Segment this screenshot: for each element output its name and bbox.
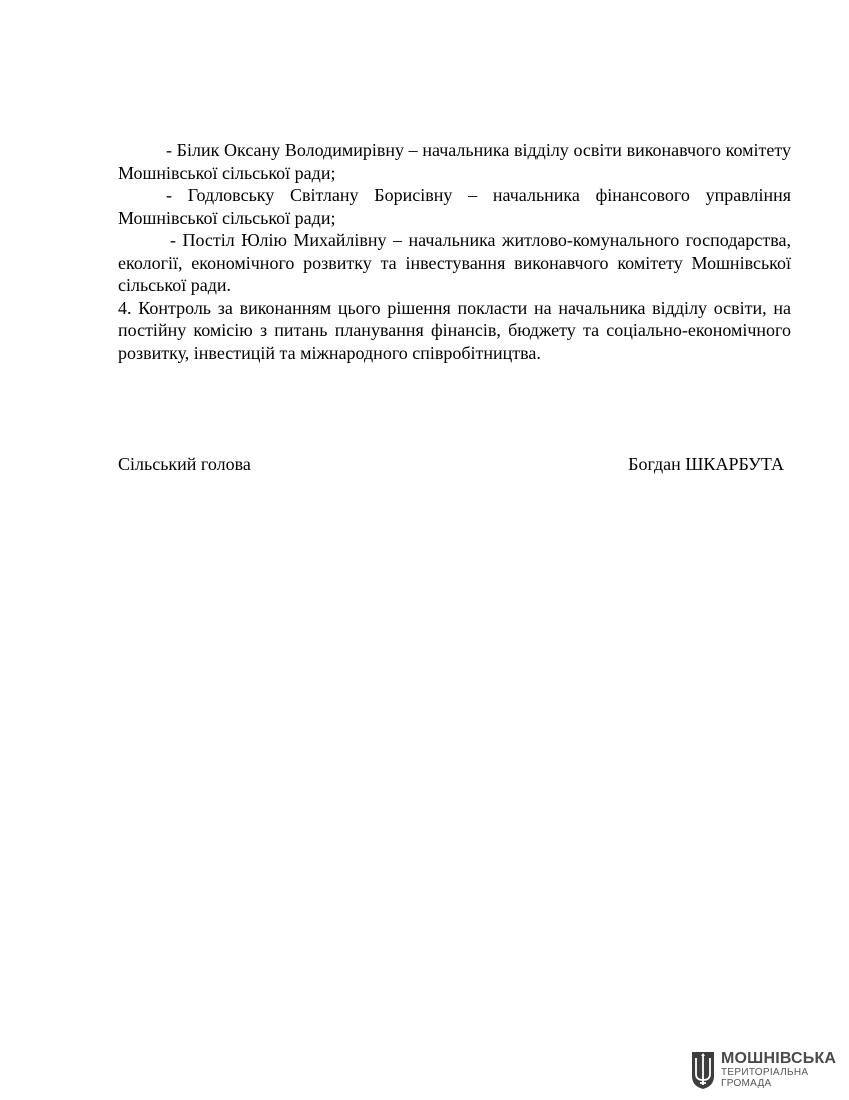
signatory-position: Сільський голова	[118, 454, 251, 474]
paragraph-bilyk: - Білик Оксану Володимирівну – начальника відділу освіти виконавчого комітету Мошнівської сільської ради;	[118, 140, 791, 183]
signatory-name: Богдан ШКАРБУТА	[628, 454, 784, 474]
paragraph-postil: - Постіл Юлію Михайлівну – начальника житлово-комунального господарства, екології, економічного розвитку та інвестування виконавчого комітету Мошнівської сільської ради.	[118, 230, 791, 295]
logo-subtitle-2: ГРОМАДА	[721, 1078, 772, 1089]
logo-title: МОШНІВСЬКА	[721, 1050, 837, 1067]
document-body	[118, 139, 791, 364]
paragraph-hodlovska: - Годловську Світлану Борисівну – начальника фінансового управління Мошнівської сільської ради;	[118, 185, 791, 228]
community-logo	[690, 1047, 840, 1093]
signature-block	[118, 453, 784, 475]
trident-icon	[690, 1050, 716, 1090]
logo-subtitle-1: ТЕРИТОРІАЛЬНА	[721, 1067, 809, 1078]
paragraph-control-clause: 4. Контроль за виконанням цього рішення покласти на начальника відділу освіти, на постійну комісію з питань планування фінансів, бюджету та соціально-економічного розвитку, інвестицій та міжнародного співробітництва.	[118, 297, 791, 363]
logo-text	[721, 1051, 836, 1089]
